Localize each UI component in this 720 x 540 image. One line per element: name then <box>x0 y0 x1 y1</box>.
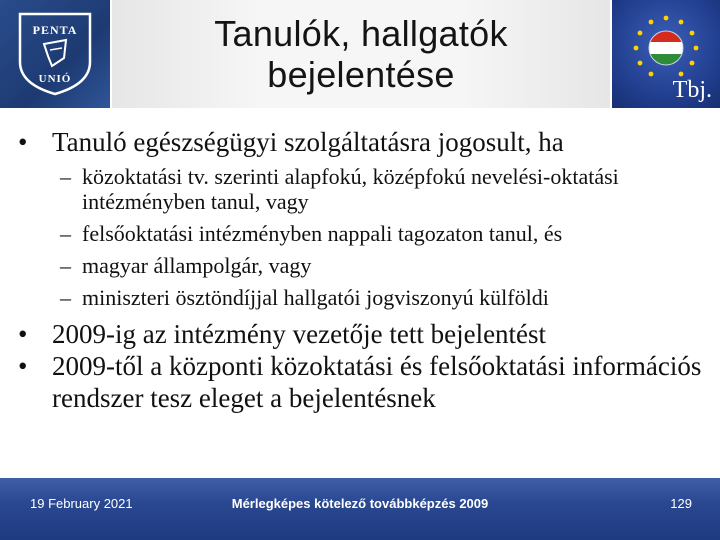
title-line-1: Tanulók, hallgatók <box>214 13 508 54</box>
penta-unio-logo-icon <box>14 10 96 96</box>
footer-course-title: Mérlegképes kötelező továbbképzés 2009 <box>231 496 489 511</box>
bullet-marker: • <box>18 127 28 157</box>
title-area <box>112 0 610 108</box>
bullet-1-text: Tanuló egészségügyi szolgáltatásra jogosult, ha <box>52 127 564 157</box>
bullet-2-text: 2009-ig az intézmény vezetője tett bejelentést <box>52 319 547 349</box>
sub-item-text: felsőoktatási intézményben nappali tagozaton tanul, és <box>82 221 563 246</box>
footer-bar <box>0 478 720 540</box>
sub-item <box>16 221 706 246</box>
dash-marker: – <box>60 285 71 310</box>
eu-hungary-badge <box>612 0 720 108</box>
bullet-marker: • <box>18 319 28 349</box>
dash-marker: – <box>60 221 71 246</box>
svg-text:PENTA: PENTA <box>32 23 78 37</box>
slide-content <box>16 126 706 414</box>
bullet-1 <box>16 126 706 158</box>
page-number: 129 <box>670 496 692 511</box>
bullet-3 <box>16 350 706 414</box>
footer-date: 19 February 2021 <box>30 496 133 511</box>
penta-unio-logo <box>0 0 110 108</box>
sub-item-text: magyar állampolgár, vagy <box>82 253 312 278</box>
title-line-2: bejelentése <box>267 54 455 95</box>
sub-item <box>16 253 706 278</box>
page-title <box>214 13 508 95</box>
sub-list <box>16 164 706 310</box>
sub-item <box>16 164 706 214</box>
dash-marker: – <box>60 164 71 189</box>
bullet-3-text: 2009-től a központi közoktatási és felsőoktatási információs rendszer tesz eleget a bejelentésnek <box>52 351 702 413</box>
bullet-2 <box>16 318 706 350</box>
dash-marker: – <box>60 253 71 278</box>
bullet-marker: • <box>18 351 28 381</box>
tbj-badge: Tbj. <box>672 77 712 103</box>
sub-item <box>16 285 706 310</box>
sub-item-text: miniszteri ösztöndíjjal hallgatói jogviszonyú külföldi <box>82 285 549 310</box>
sub-item-text: közoktatási tv. szerinti alapfokú, középfokú nevelési-oktatási intézményben tanul, vagy <box>82 164 619 214</box>
svg-text:UNIÓ: UNIÓ <box>38 73 72 85</box>
